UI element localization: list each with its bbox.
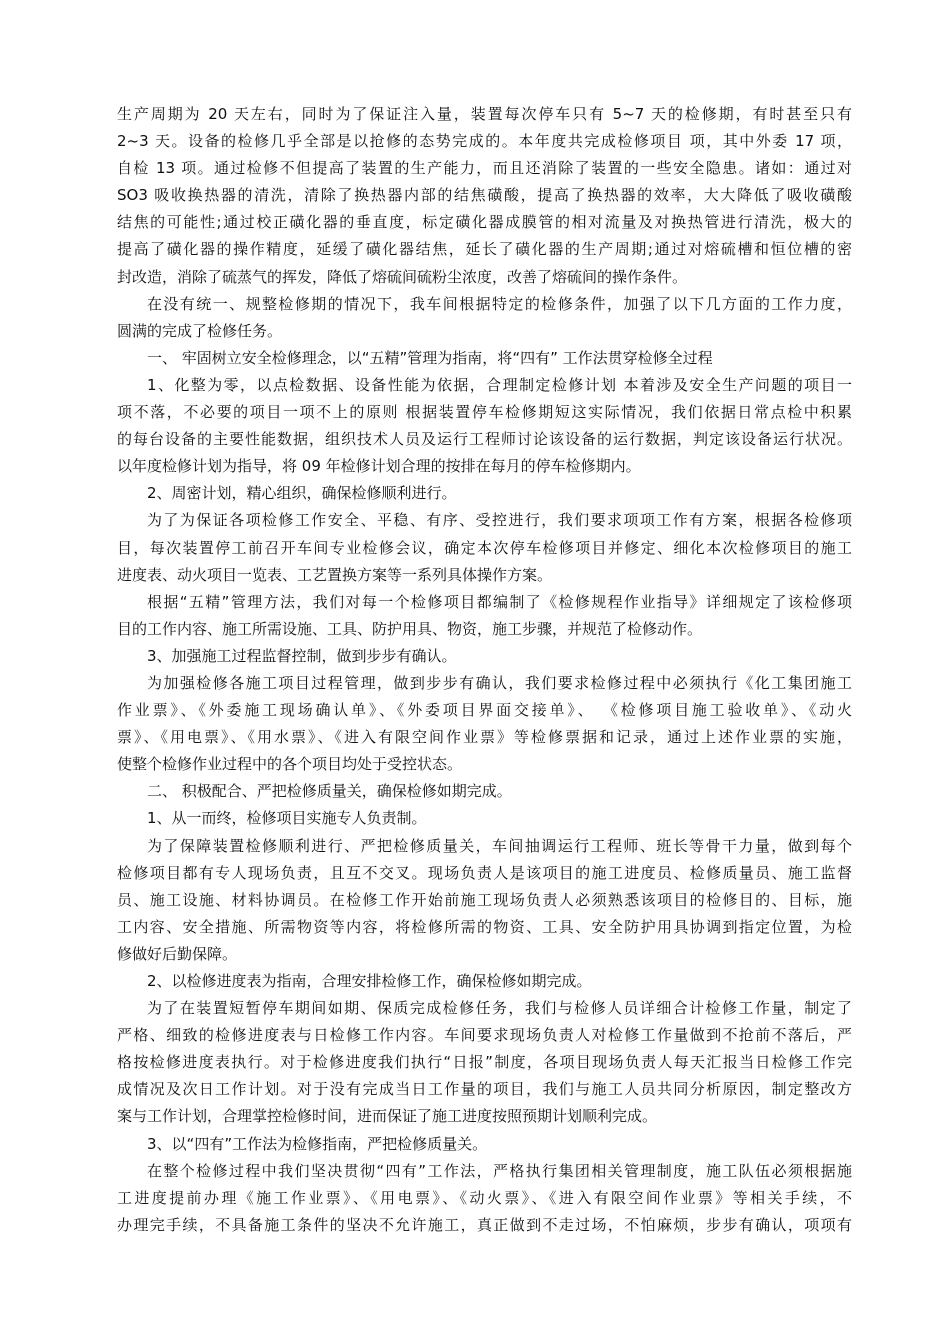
text-line: 生产周期为 20 天左右，同时为了保证注入量，装置每次停车只有 5~7 天的检修期，有时甚至只有 — [117, 105, 852, 123]
text-line: 自检 13 项。通过检修不但提高了装置的生产能力，而且还消除了装置的一些安全隐患。诸如：通过对 — [117, 159, 852, 178]
text-line: 封改造，消除了硫蒸气的挥发，降低了熔硫间硫粉尘浓度，改善了熔硫间的操作条件。 — [117, 267, 688, 286]
text-line: 1、从一而终，检修项目实施专人负责制。 — [147, 809, 427, 828]
text-line: 2~3 天。设备的检修几乎全部是以抢修的态势完成的。本年度共完成检修项目 项，其中外委 17 项， — [117, 132, 852, 151]
text-line: 格按检修进度表执行。对于检修进度我们执行“日报”制度，各项目现场负责人每天汇报当日检修工作完 — [117, 1053, 852, 1072]
text-line: 二、 积极配合、严把检修质量关，确保检修如期完成。 — [147, 782, 512, 801]
text-line: 工进度提前办理《施工作业票》、《用电票》、《动火票》、《进入有限空间作业票》等相关手续，不 — [117, 1188, 852, 1207]
text-line: SO3 吸收换热器的清洗，清除了换热器内部的结焦磺酸，提高了换热器的效率，大大降低了吸收磺酸 — [117, 186, 852, 205]
document-body — [117, 101, 852, 1239]
text-line: 圆满的完成了检修任务。 — [117, 321, 283, 340]
text-line: 结焦的可能性;通过校正磺化器的垂直度，标定磺化器成膜管的相对流量及对换热管进行清洗，极大的 — [117, 213, 852, 232]
text-line: 作业票》、《外委施工现场确认单》、《外委项目界面交接单》、 《检修项目施工验收单》、《动火 — [117, 701, 852, 720]
text-line: 根据“五精”管理方法，我们对每一个检修项目都编制了《检修规程作业指导》详细规定了该检修项 — [147, 592, 852, 611]
text-line: 为加强检修各施工项目过程管理，做到步步有确认，我们要求检修过程中必须执行《化工集团施工 — [147, 673, 852, 692]
text-line: 严格、细致的检修进度表与日检修工作内容。车间要求现场负责人对检修工作量做到不抢前不落后，严 — [117, 1026, 852, 1045]
text-line: 在没有统一、规整检修期的情况下，我车间根据特定的检修条件，加强了以下几方面的工作力度， — [147, 294, 852, 313]
text-line: 3、加强施工过程监督控制，做到步步有确认。 — [147, 646, 457, 665]
text-line: 为了在装置短暂停车期间如期、保质完成检修任务，我们与检修人员详细合计检修工作量，制定了 — [147, 999, 852, 1018]
text-line: 2、以检修进度表为指南，合理安排检修工作，确保检修如期完成。 — [147, 972, 592, 990]
text-line: 目，每次装置停工前召开车间专业检修会议，确定本次停车检修项目并修定、细化本次检修项目的施工 — [117, 538, 852, 557]
text-line: 的每台设备的主要性能数据，组织技术人员及运行工程师讨论该设备的运行数据，判定该设备运行状况。 — [117, 430, 852, 449]
text-line: 检修项目都有专人现场负责，且互不交叉。现场负责人是该项目的施工进度员、检修质量员、施工监督 — [117, 863, 852, 882]
text-line: 1、化整为零，以点检数据、设备性能为依据，合理制定检修计划 本着涉及安全生产问题的项目一 — [147, 375, 852, 394]
text-line: 项不落，不必要的项目一项不上的原则 根据装置停车检修期短这实际情况，我们依据日常点检中积累 — [117, 403, 852, 422]
text-line: 使整个检修作业过程中的各个项目均处于受控状态。 — [117, 755, 463, 774]
text-line: 以年度检修计划为指导，将 09 年检修计划合理的按排在每月的停车检修期内。 — [117, 457, 641, 476]
text-line: 员、施工设施、材料协调员。在检修工作开始前施工现场负责人必须熟悉该项目的检修目的、目标，施 — [117, 890, 852, 909]
text-line: 办理完手续，不具备施工条件的坚决不允许施工，真正做到不走过场，不怕麻烦，步步有确认，项项有 — [117, 1215, 852, 1234]
text-line: 为了为保证各项检修工作安全、平稳、有序、受控进行，我们要求项项工作有方案，根据各检修项 — [147, 511, 852, 530]
text-line: 提高了磺化器的操作精度，延缓了磺化器结焦，延长了磺化器的生产周期;通过对熔硫槽和恒位槽的密 — [117, 240, 852, 259]
text-line: 修做好后勤保障。 — [117, 944, 238, 963]
text-line: 案与工作计划，合理掌控检修时间，进而保证了施工进度按照预期计划顺利完成。 — [117, 1107, 658, 1126]
text-line: 成情况及次日工作计划。对于没有完成当日工作量的项目，我们与施工人员共同分析原因，制定整改方 — [117, 1080, 852, 1099]
text-line: 进度表、动火项目一览表、工艺置换方案等一系列具体操作方案。 — [117, 565, 553, 584]
text-line: 工内容、安全措施、所需物资等内容，将检修所需的物资、工具、安全防护用具协调到指定位置，为检 — [117, 917, 852, 936]
text-line: 在整个检修过程中我们坚决贯彻“四有”工作法，严格执行集团相关管理制度，施工队伍必须根据施 — [147, 1161, 852, 1180]
text-line: 为了保障装置检修顺利进行、严把检修质量关，车间抽调运行工程师、班长等骨干力量，做到每个 — [147, 836, 852, 855]
text-line: 票》、《用电票》、《用水票》、《进入有限空间作业票》等检修票据和记录，通过上述作业票的实施， — [117, 728, 852, 747]
text-line: 2、周密计划，精心组织，确保检修顺利进行。 — [147, 484, 457, 503]
text-line: 一、 牢固树立安全检修理念，以“五精”管理为指南，将“四有” 工作法贯穿检修全过程 — [147, 348, 713, 367]
text-line: 3、以“四有”工作法为检修指南，严把检修质量关。 — [147, 1134, 488, 1153]
text-line: 目的工作内容、施工所需设施、工具、防护用具、物资，施工步骤，并规范了检修动作。 — [117, 619, 703, 638]
